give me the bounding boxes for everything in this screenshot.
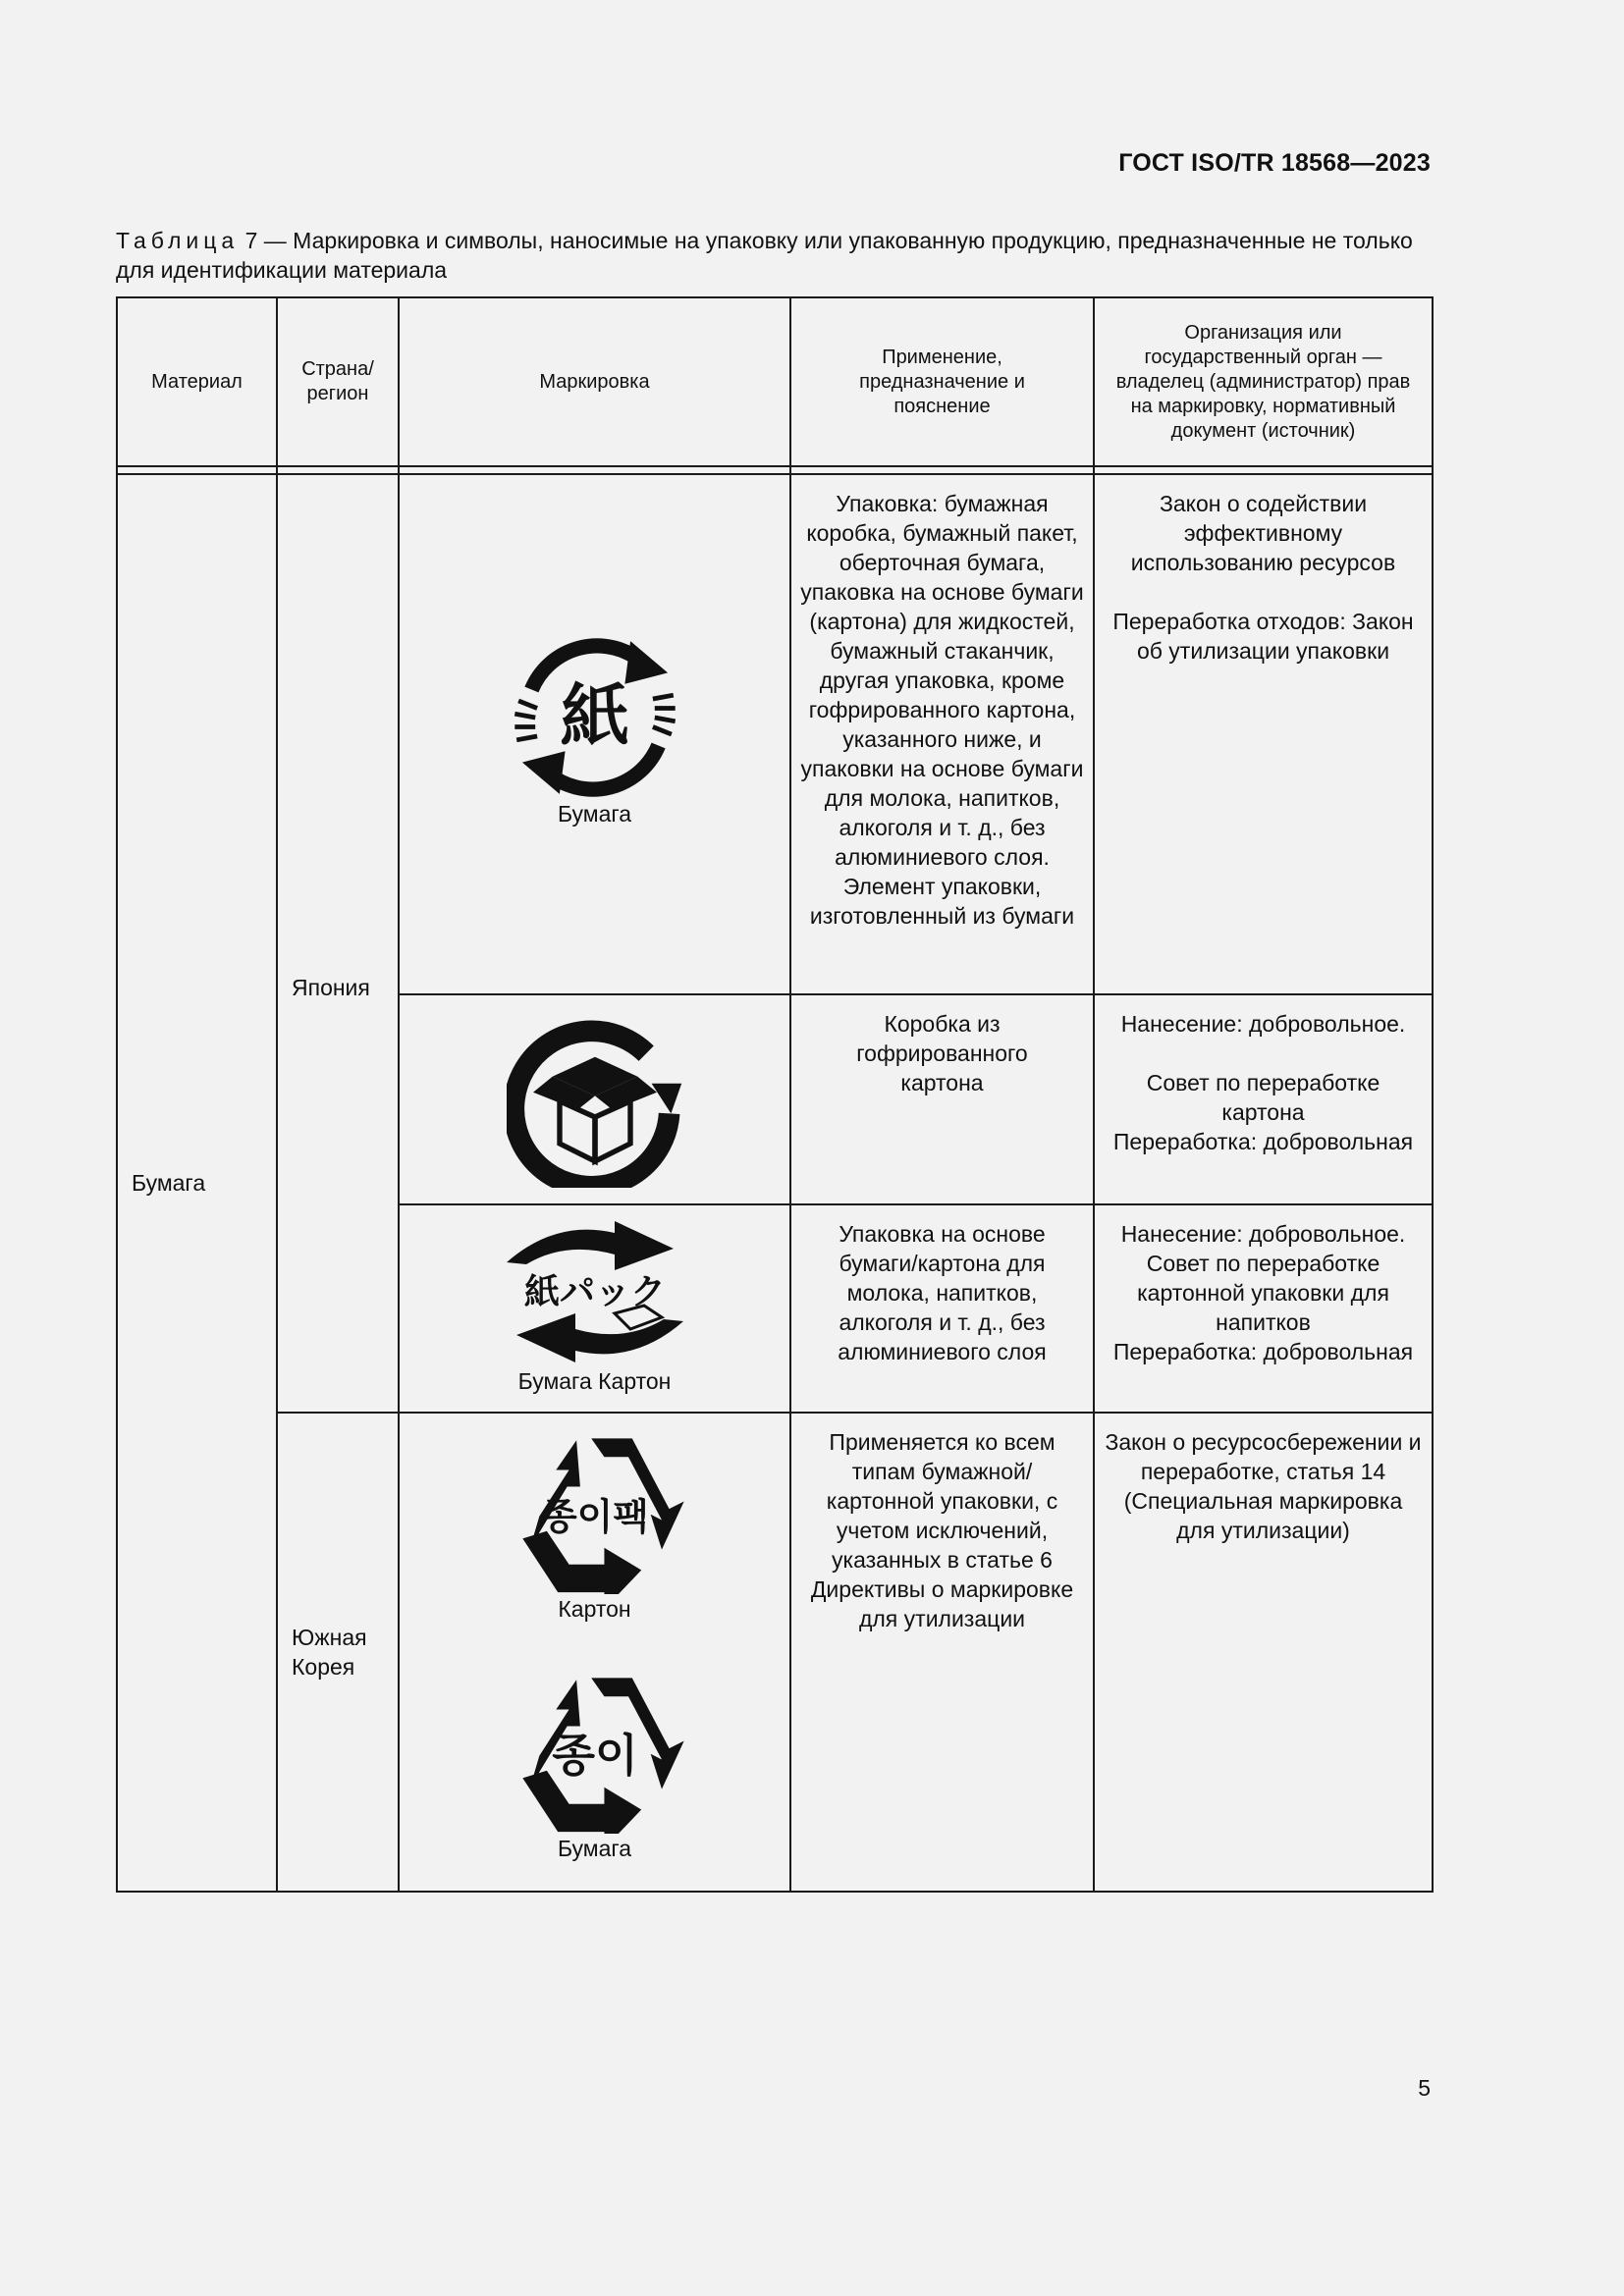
- paper-pack-icon: [497, 1219, 693, 1366]
- marking-label-paper: Бумага: [557, 801, 632, 827]
- paper-pack-glyph: 紙パック: [523, 1272, 666, 1312]
- region-korea: Южная Корея: [277, 1413, 399, 1892]
- marking-label-korea-paper: Бумага: [557, 1836, 632, 1861]
- source-carton: Нанесение: добровольное. Совет по переработке картонной упаковки для напитков Переработка: добровольная: [1094, 1204, 1433, 1413]
- korea-paper-glyph: 종이: [551, 1729, 638, 1782]
- corrugated-box-icon: [507, 1011, 683, 1188]
- marking-table: [116, 296, 1434, 1893]
- material-cell: Бумага: [117, 474, 277, 1892]
- col-region: Страна/ регион: [277, 297, 399, 466]
- col-marking: Маркировка: [399, 297, 790, 466]
- application-carton: Упаковка на основе бумаги/картона для молока, напитков, алкоголя и т. д., без алюминиевого слоя: [790, 1204, 1094, 1413]
- standard-number: ГОСТ ISO/TR 18568—2023: [1118, 149, 1431, 177]
- table-caption: [116, 226, 1432, 285]
- marking-paper-jp: [399, 474, 790, 994]
- col-application: Применение, предназначение и пояснение: [790, 297, 1094, 466]
- marking-label-carton: Бумага Картон: [517, 1368, 672, 1394]
- col-material: Материал: [117, 297, 277, 466]
- source-cardboard: Нанесение: добровольное. Совет по переработке картона Переработка: добровольная: [1094, 994, 1433, 1204]
- marking-carton-jp: [399, 1204, 790, 1413]
- page-number: 5: [1418, 2075, 1431, 2101]
- paper-recycle-icon: [502, 624, 688, 811]
- marking-label-korea-carton: Картон: [558, 1596, 631, 1622]
- paper-glyph: 紙: [560, 675, 629, 757]
- col-source: Организация или государственный орган — владелец (администратор) прав на маркировку, нормативный документ (источник): [1094, 297, 1433, 466]
- caption-label: Таблица: [116, 228, 240, 253]
- source-korea: Закон о ресурсосбережении и переработке, статья 14 (Специальная маркировка для утилизации): [1094, 1413, 1433, 1892]
- korea-carton-glyph: 종이팩: [540, 1494, 649, 1538]
- marking-cardboard-jp: [399, 994, 790, 1204]
- source-paper: Закон о содействии эффективному использованию ресурсов Переработка отходов: Закон об утилизации упаковки: [1094, 474, 1433, 994]
- marking-korea: [399, 1413, 790, 1892]
- application-korea: Применяется ко всем типам бумажной/ картонной упаковки, с учетом исключений, указанных в статье 6 Директивы о маркировке для утилизации: [790, 1413, 1094, 1892]
- korea-paper-recycle-icon: [502, 1667, 688, 1834]
- application-cardboard: Коробка из гофрированного картона: [790, 994, 1094, 1204]
- caption-text: 7 — Маркировка и символы, наносимые на упаковку или упакованную продукцию, предназначенные не только для идентификации материала: [116, 228, 1413, 283]
- region-japan: Япония: [277, 474, 399, 1413]
- application-paper: Упаковка: бумажная коробка, бумажный пакет, оберточная бумага, упаковка на основе бумаги (картона) для жидкостей, бумажный стаканчик, другая упаковка, кроме гофрированного картона, указанного ниже, и упаковки на основе бумаги для молока, напитков, алкоголя и т. д., без алюминиевого слоя. Элемент упаковки, изготовленный из бумаги: [790, 474, 1094, 994]
- korea-carton-recycle-icon: [502, 1427, 688, 1594]
